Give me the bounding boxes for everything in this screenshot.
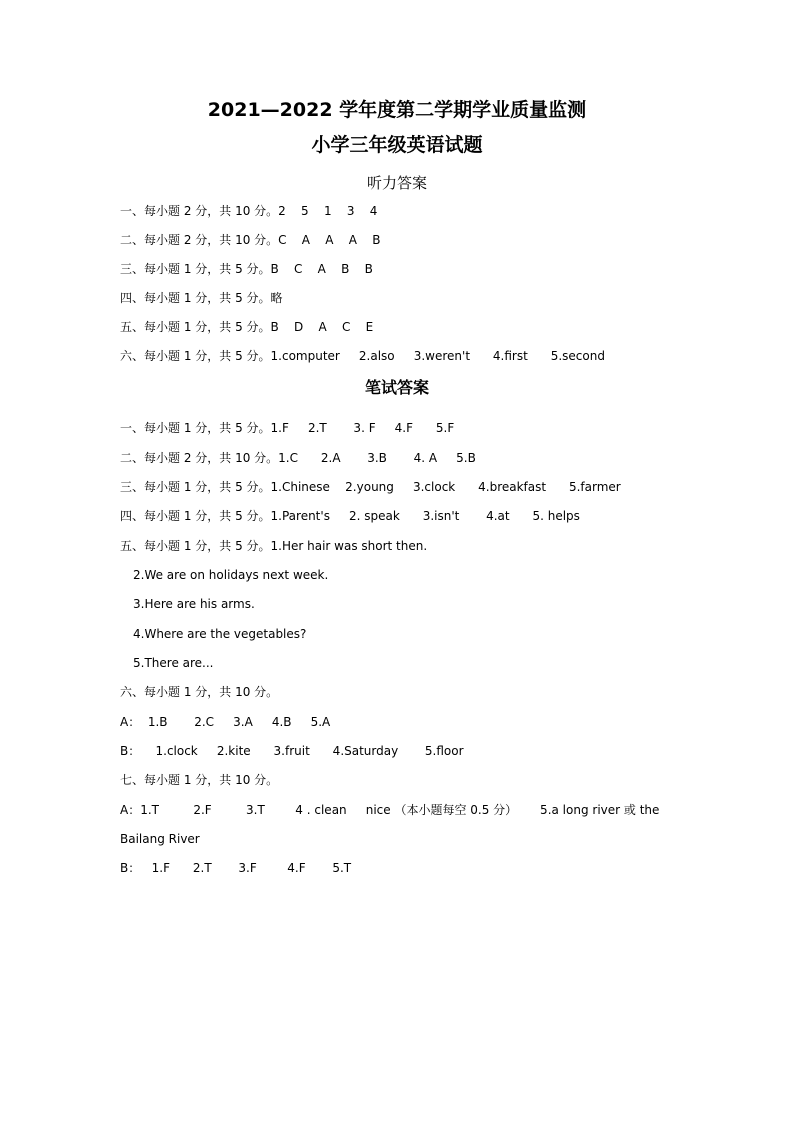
written-answer-line: 七、每小题 1 分，共 10 分。 [120,773,279,787]
written-answer-line: A：1.T 2.F 3.T 4 . clean nice （本小题每空 0.5 分） 5.a long river 或 the [120,803,660,817]
written-answer-line: Bailang River [120,832,200,846]
written-answer-line: 五、每小题 1 分，共 5 分。1.Her hair was short then. [120,539,428,553]
written-answer-line: 四、每小题 1 分，共 5 分。1.Parent's 2. speak 3.isn't 4.at 5. helps [120,509,580,523]
listening-answers-heading: 听力答案 [366,174,427,192]
listening-answer-line: 五、每小题 1 分，共 5 分。B D A C E [120,320,374,334]
listening-answer-line: 三、每小题 1 分，共 5 分。B C A B B [120,262,373,276]
written-answer-line: 5.There are... [133,656,214,670]
listening-answer-line: 二、每小题 2 分，共 10 分。C A A A B [120,233,381,247]
listening-answer-line: 六、每小题 1 分，共 5 分。1.computer 2.also 3.weren't 4.first 5.second [120,349,605,363]
written-answer-line: A： 1.B 2.C 3.A 4.B 5.A [120,715,331,729]
written-answers-heading: 笔试答案 [364,378,429,397]
written-answer-line: 二、每小题 2 分，共 10 分。1.C 2.A 3.B 4. A 5.B [120,451,476,465]
written-answer-line: 六、每小题 1 分，共 10 分。 [120,685,279,699]
written-answer-line: 4.Where are the vegetables? [133,627,307,641]
written-answer-line: B： 1.F 2.T 3.F 4.F 5.T [120,861,352,875]
written-answer-line: 一、每小题 1 分，共 5 分。1.F 2.T 3. F 4.F 5.F [120,421,455,435]
written-answer-line: B： 1.clock 2.kite 3.fruit 4.Saturday 5.floor [120,744,464,758]
written-answer-line: 三、每小题 1 分，共 5 分。1.Chinese 2.young 3.clock 4.breakfast 5.farmer [120,480,621,494]
listening-answer-line: 一、每小题 2 分，共 10 分。2 5 1 3 4 [120,204,378,218]
page-subtitle: 小学三年级英语试题 [311,134,483,156]
listening-answer-line: 四、每小题 1 分，共 5 分。略 [120,291,283,305]
page-title: 2021—2022 学年度第二学期学业质量监测 [207,99,587,121]
written-answer-line: 3.Here are his arms. [133,597,255,611]
written-answer-line: 2.We are on holidays next week. [133,568,329,582]
